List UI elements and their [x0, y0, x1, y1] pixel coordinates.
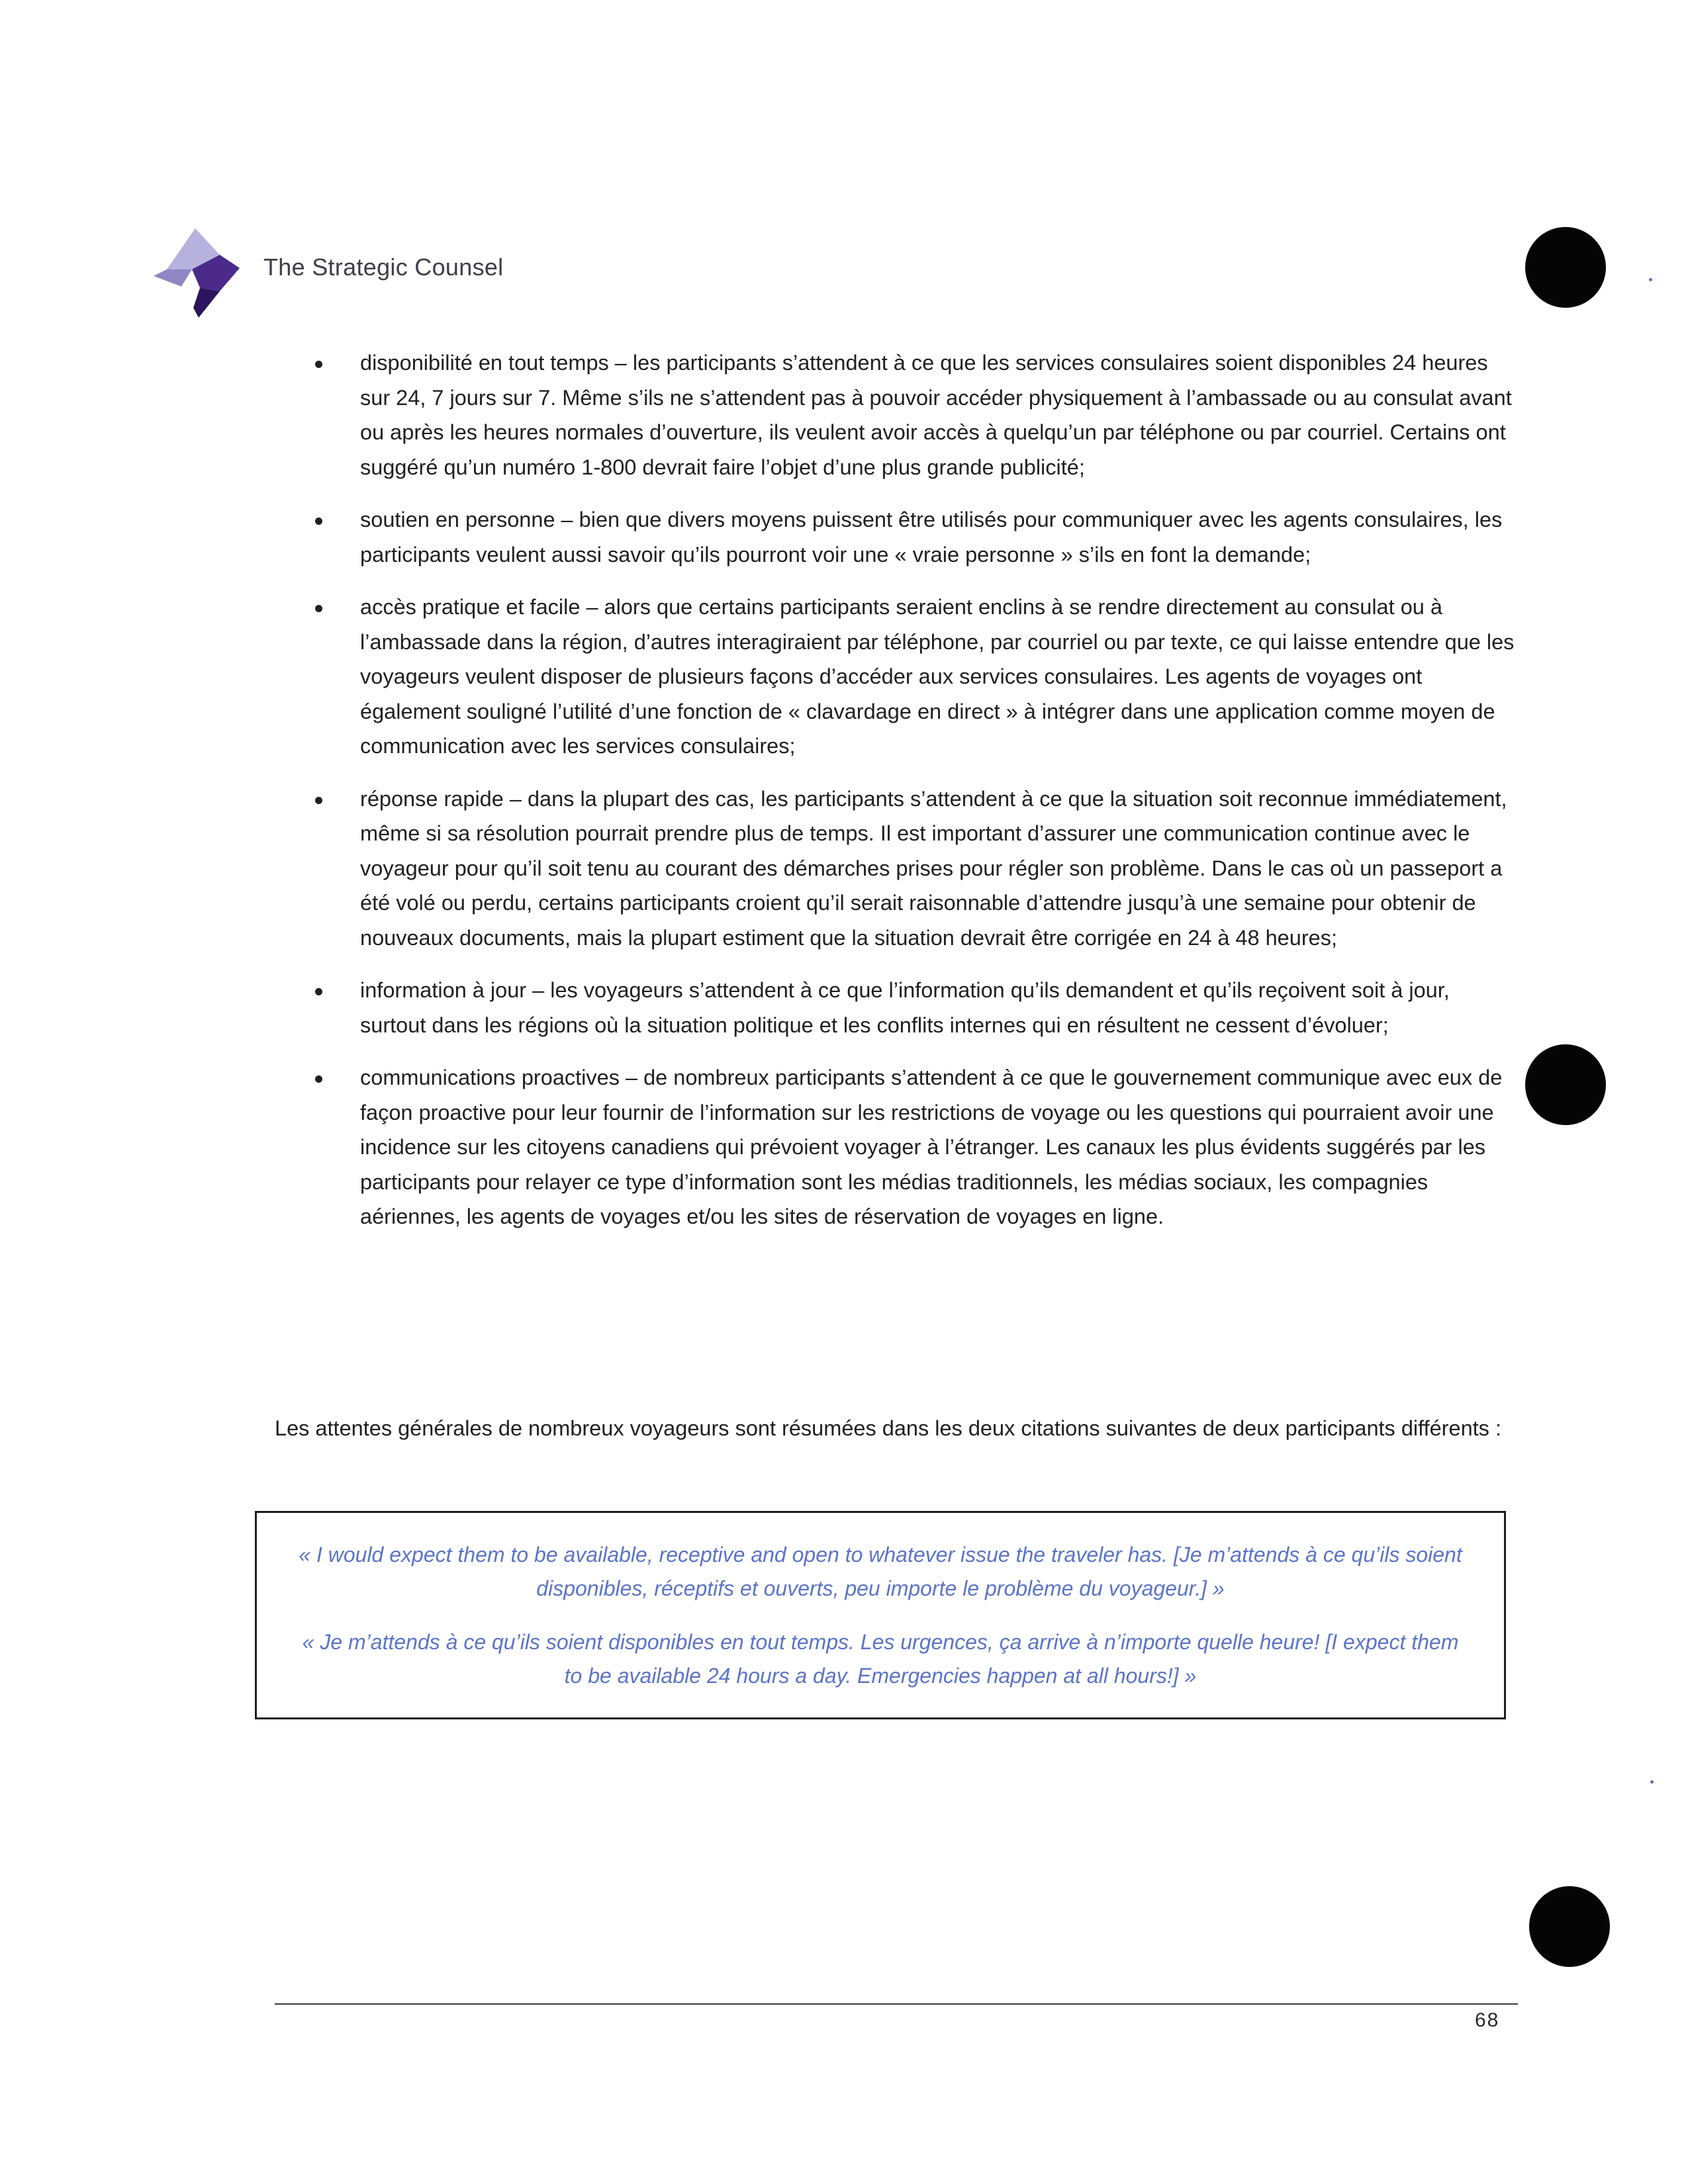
scan-speck — [1649, 278, 1652, 281]
quote-box — [255, 1511, 1506, 1719]
list-item — [311, 590, 1516, 764]
strategic-counsel-logo — [154, 228, 240, 318]
list-item — [311, 1060, 1516, 1234]
list-item — [311, 973, 1516, 1042]
list-item-text: communications proactives – de nombreux participants s’attendent à ce que le gouvernement communique avec eux de façon proactive pour leur fournir de l’information sur les restrictions de voyage ou les questions qui pourraient avoir une incidence sur les citoyens canadiens qui prévoient voyager à l’étranger. Les canaux les plus évidents suggérés par les participants pour relayer ce type d’information sont les médias traditionnels, les médias sociaux, les compagnies aériennes, les agents de voyages et/ou les sites de réservation de voyages en ligne. — [360, 1066, 1503, 1228]
list-item — [311, 782, 1516, 956]
quotes-intro-paragraph: Les attentes générales de nombreux voyageurs sont résumées dans les deux citations suivantes de deux participants différents : — [275, 1416, 1501, 1440]
punch-hole-top — [1525, 227, 1606, 308]
footer-divider — [275, 2003, 1518, 2005]
brand-name: The Strategic Counsel — [263, 253, 504, 281]
list-item-text: disponibilité en tout temps – les participants s’attendent à ce que les services consulaires soient disponibles 24 heures sur 24, 7 jours sur 7. Même s’ils ne s’attendent pas à pouvoir accéder physiquement à l’ambassade ou au consulat avant ou après les heures normales d’ouverture, ils veulent avoir accès à quelqu’un par téléphone ou par courriel. Certains ont suggéré qu’un numéro 1-800 devrait faire l’objet d’une plus grande publicité; — [360, 351, 1512, 479]
expectations-list — [311, 345, 1516, 1252]
participant-quote: « Je m’attends à ce qu’ils soient disponibles en tout temps. Les urgences, ça arrive à n’importe quelle heure! [I expect them to be available 24 hours a day. Emergencies happen at all hours!] » — [302, 1630, 1459, 1688]
list-item-text: soutien en personne – bien que divers moyens puissent être utilisés pour communiquer avec les agents consulaires, les participants veulent aussi savoir qu’ils pourront voir une « vraie personne » s’ils en font la demande; — [360, 508, 1503, 567]
list-item-text: accès pratique et facile – alors que certains participants seraient enclins à se rendre directement au consulat ou à l’ambassade dans la région, d’autres interagiraient par téléphone, par courriel ou par texte, ce qui laisse entendre que les voyageurs veulent disposer de plusieurs façons d’accéder aux services consulaires. Les agents de voyages ont également souligné l’utilité d’une fonction de « clavardage en direct » à intégrer dans une application comme moyen de communication avec les services consulaires; — [360, 595, 1515, 758]
scan-speck — [1650, 1780, 1654, 1784]
participant-quote: « I would expect them to be available, receptive and open to whatever issue the traveler has. [Je m’attends à ce qu’ils soient disponibles, réceptifs et ouverts, peu importe le problème du voyageur.] » — [299, 1543, 1462, 1600]
punch-hole-bottom — [1529, 1886, 1610, 1967]
list-item — [311, 502, 1516, 572]
punch-hole-middle — [1525, 1044, 1606, 1125]
page-number: 68 — [1475, 2009, 1500, 2031]
list-item-text: réponse rapide – dans la plupart des cas, les participants s’attendent à ce que la situation soit reconnue immédiatement, même si sa résolution pourrait prendre plus de temps. Il est important d’assurer une communication continue avec le voyageur pour qu’il soit tenu au courant des démarches prises pour régler son problème. Dans le cas où un passeport a été volé ou perdu, certains participants croient qu’il serait raisonnable d’attendre jusqu’à une semaine pour obtenir de nouveaux documents, mais la plupart estiment que la situation devrait être corrigée en 24 à 48 heures; — [360, 786, 1507, 950]
list-item-text: information à jour – les voyageurs s’attendent à ce que l’information qu’ils demandent et qu’ils reçoivent soit à jour, surtout dans les régions où la situation politique et les conflits internes qui en résultent ne cessent d’évoluer; — [360, 978, 1450, 1037]
list-item — [311, 345, 1516, 484]
